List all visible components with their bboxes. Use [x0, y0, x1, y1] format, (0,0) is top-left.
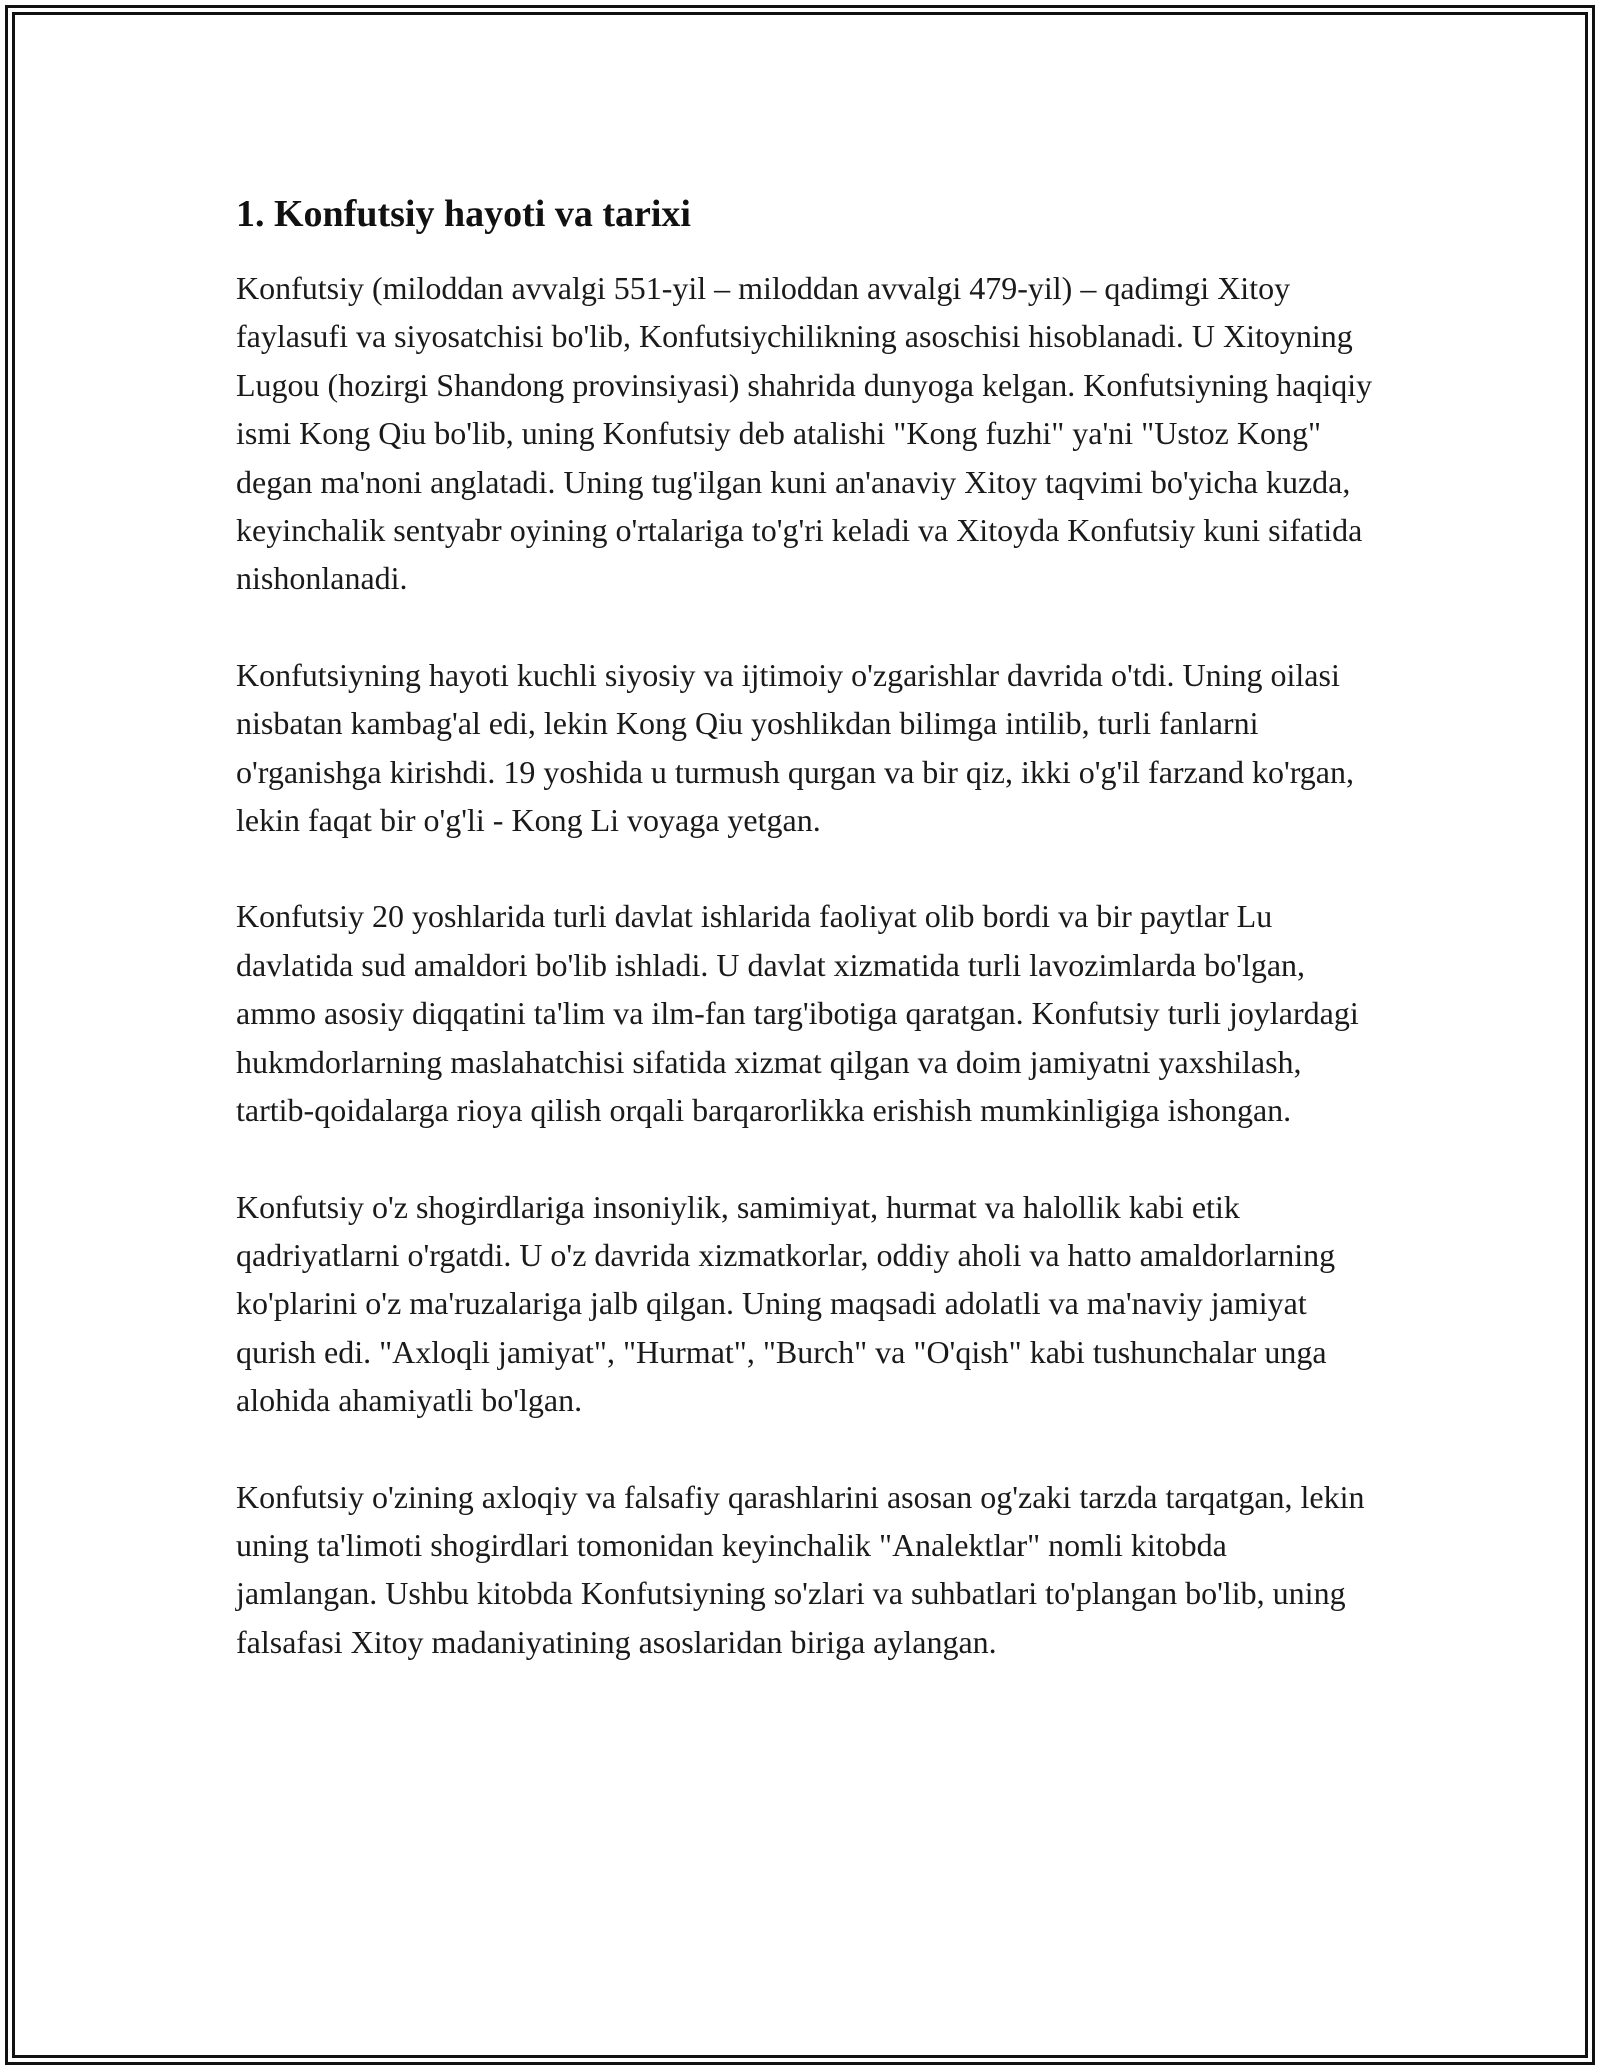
paragraph-ethical-teachings: Konfutsiy o'z shogirdlariga insoniylik, samimiyat, hurmat va halollik kabi etik qadriyatlarni o'rgatdi. U o'z davrida xizmatkorlar, oddiy aholi va hatto amaldorlarning ko'plarini o'z ma'ruzalariga jalb qilgan. Uning maqsadi adolatli va ma'naviy jamiyat qurish edi. "Axloqli jamiyat", "Hurmat", "Burch" va "O'qish" kabi tushunchalar unga alohida ahamiyatli bo'lgan.	[236, 1188, 1336, 1419]
paragraph-early-life: Konfutsiyning hayoti kuchli siyosiy va ijtimoiy o'zgarishlar davrida o'tdi. Uning oilasi nisbatan kambag'al edi, lekin Kong Qiu yoshlikdan bilimga intilib, turli fanlarni o'rganishga kirishdi. 19 yoshida u turmush qurgan va bir qiz, ikki o'g'il farzand ko'rgan, lekin faqat bir o'g'li - Kong Li voyaga yetgan.	[236, 656, 1354, 839]
paragraph-state-service: Konfutsiy 20 yoshlarida turli davlat ishlarida faoliyat olib bordi va bir paytlar Lu davlatida sud amaldori bo'lib ishladi. U davlat xizmatida turli lavozimlarda bo'lgan, ammo asosiy diqqatini ta'lim va ilm-fan targ'ibotiga qaratgan. Konfutsiy turli joylardagi hukmdorlarning maslahatchisi sifatida xizmat qilgan va doim jamiyatni yaxshilash, tartib-qoidalarga rioya qilish orqali barqarorlikka erishish mumkinligiga ishongan.	[236, 898, 1359, 1129]
section-heading: 1. Konfutsiy hayoti va tarixi	[236, 193, 691, 235]
document-body	[236, 186, 1376, 1714]
paragraph-analects: Konfutsiy o'zining axloqiy va falsafiy qarashlarini asosan og'zaki tarzda tarqatgan, lekin uning ta'limoti shogirdlari tomonidan keyinchalik "Analektlar" nomli kitobda jamlangan. Ushbu kitobda Konfutsiyning so'zlari va suhbatlari to'plangan bo'lib, uning falsafasi Xitoy madaniyatining asoslaridan biriga aylangan.	[236, 1478, 1365, 1660]
paragraph-biography-intro: Konfutsiy (miloddan avvalgi 551-yil – miloddan avvalgi 479-yil) – qadimgi Xitoy faylasufi va siyosatchisi bo'lib, Konfutsiychilikning asoschisi hisoblanadi. U Xitoyning Lugou (hozirgi Shandong provinsiyasi) shahrida dunyoga kelgan. Konfutsiyning haqiqiy ismi Kong Qiu bo'lib, uning Konfutsiy deb atalishi "Kong fuzhi" ya'ni "Ustoz Kong" degan ma'noni anglatadi. Uning tug'ilgan kuni an'anaviy Xitoy taqvimi bo'yicha kuzda, keyinchalik sentyabr oyining o'rtalariga to'g'ri keladi va Xitoyda Konfutsiy kuni sifatida nishonlanadi.	[236, 270, 1373, 597]
